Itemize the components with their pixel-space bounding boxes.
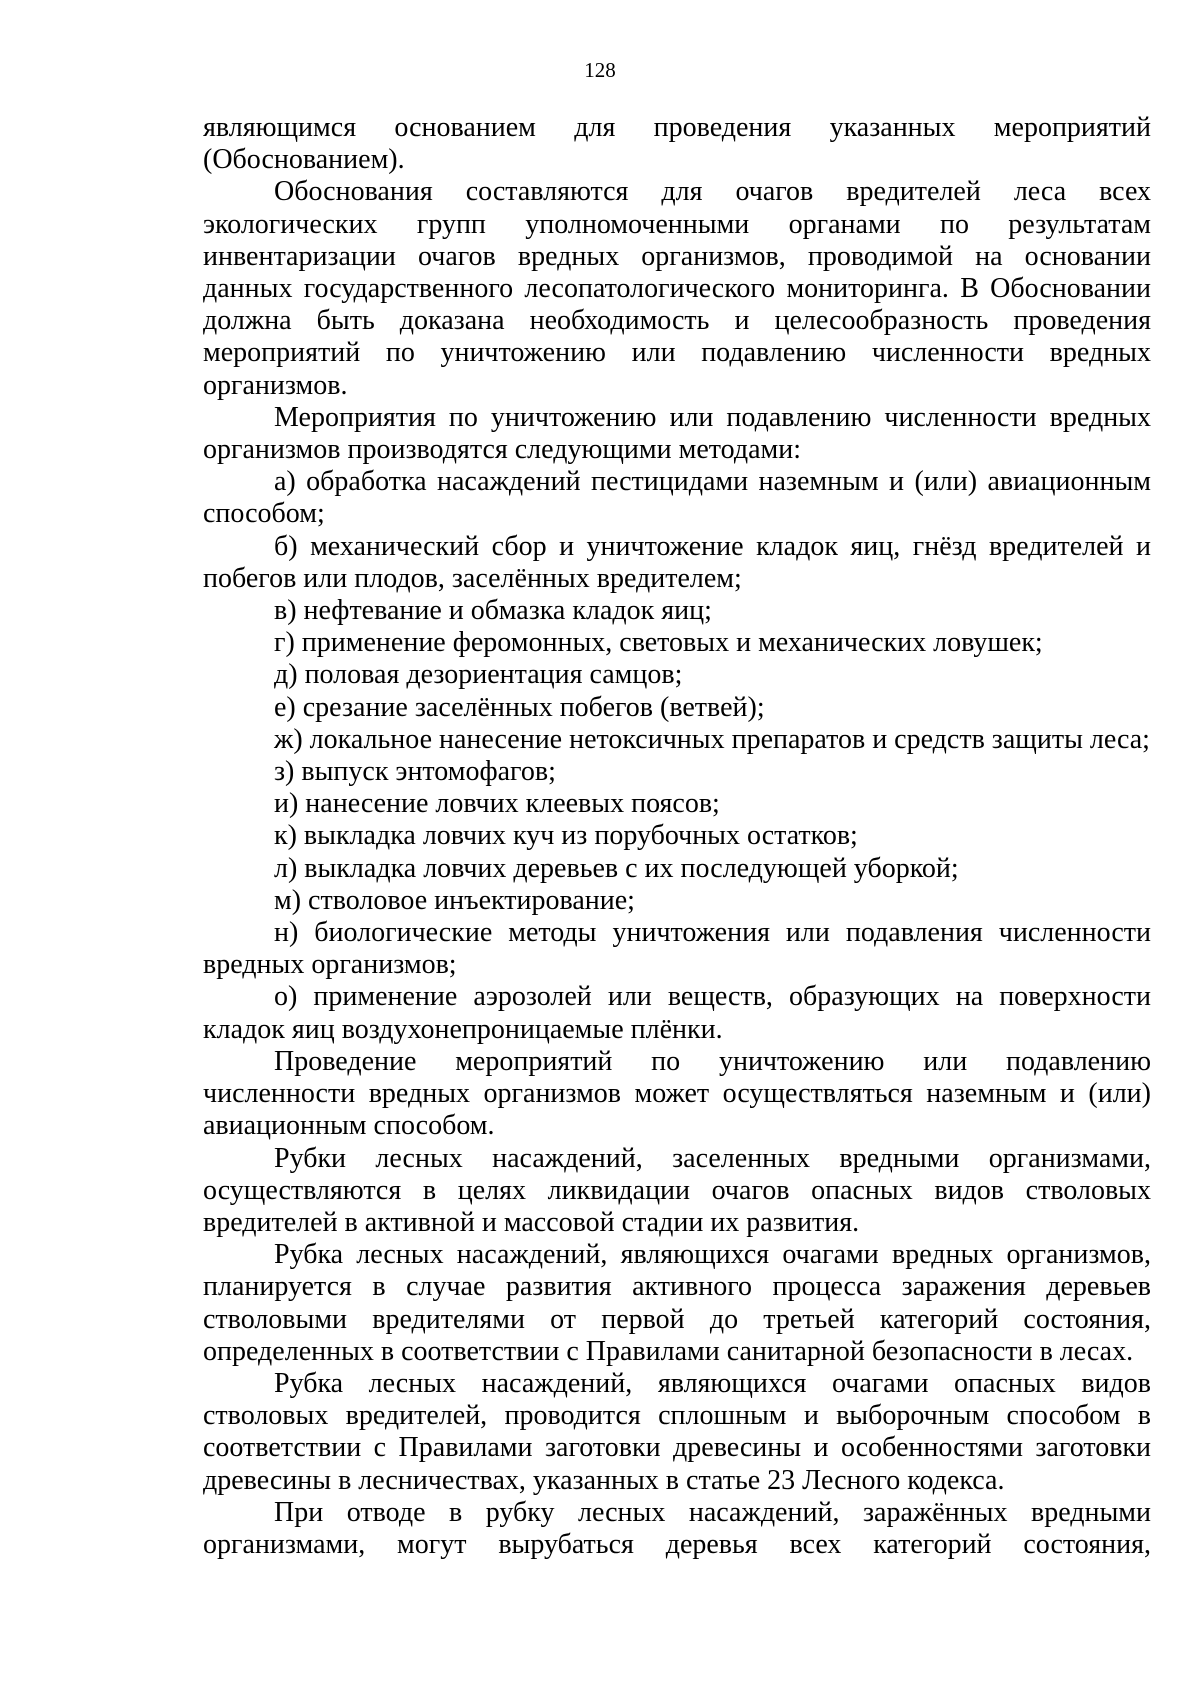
paragraph: Мероприятия по уничтожению или подавлению численности вредных организмов производятся следующими методами: — [203, 401, 1151, 466]
list-item: г) применение феромонных, световых и механических ловушек; — [274, 627, 1043, 659]
paragraph: Проведение мероприятий по уничтожению или подавлению численности вредных организмов может осуществляться наземным и (или) авиационным способом. — [203, 1045, 1151, 1142]
paragraph-continues-next-page: При отводе в рубку лесных насаждений, заражённых вредными организмами, могут вырубаться деревья всех категорий состояния, — [203, 1496, 1151, 1560]
paragraph: Рубки лесных насаждений, заселенных вредными организмами, осуществляются в целях ликвидации очагов опасных видов стволовых вредителей в активной и массовой стадии их развития. — [203, 1142, 1151, 1238]
list-item: з) выпуск энтомофагов; — [274, 756, 556, 788]
list-item: к) выкладка ловчих куч из порубочных остатков; — [274, 820, 858, 852]
paragraph: Рубка лесных насаждений, являющихся очагами вредных организмов, планируется в случае развития активного процесса заражения деревьев стволовыми вредителями от первой до третьей категорий состояния, определенных в соответствии с Правилами санитарной безопасности в лесах. — [203, 1239, 1151, 1367]
list-item: б) механический сбор и уничтожение кладок яиц, гнёзд вредителей и побегов или плодов, заселённых вредителем; — [203, 530, 1151, 594]
list-item: м) стволовое инъектирование; — [274, 884, 635, 916]
paragraph: Рубка лесных насаждений, являющихся очагами опасных видов стволовых вредителей, проводится сплошным и выборочным способом в соответствии с Правилами заготовки древесины и особенностями заготовки древесины в лесничествах, указанных в статье 23 Лесного кодекса. — [203, 1367, 1151, 1496]
paragraph-continuation: являющимся основанием для проведения указанных мероприятий (Обоснованием). — [203, 112, 1151, 176]
list-item: в) нефтевание и обмазка кладок яиц; — [274, 595, 712, 627]
page-number: 128 — [584, 58, 616, 82]
list-item: ж) локальное нанесение нетоксичных препаратов и средств защиты леса; — [274, 723, 1150, 755]
list-item: е) срезание заселённых побегов (ветвей); — [274, 691, 765, 723]
list-item: и) нанесение ловчих клеевых поясов; — [274, 788, 720, 820]
list-item: о) применение аэрозолей или веществ, образующих на поверхности кладок яиц воздухонепроницаемые плёнки. — [203, 981, 1151, 1045]
paragraph: Обоснования составляются для очагов вредителей леса всех экологических групп уполномоченными органами по результатам инвентаризации очагов вредных организмов, проводимой на основании данных государственного лесопатологического мониторинга. В Обосновании должна быть доказана необходимость и целесообразность проведения мероприятий по уничтожению или подавлению численности вредных организмов. — [203, 176, 1151, 401]
document-body — [203, 112, 1151, 1561]
list-item: д) половая дезориентация самцов; — [274, 659, 683, 691]
list-item: а) обработка насаждений пестицидами наземным и (или) авиационным способом; — [203, 466, 1151, 530]
list-item: н) биологические методы уничтожения или подавления численности вредных организмов; — [203, 917, 1151, 981]
list-item: л) выкладка ловчих деревьев с их последующей уборкой; — [274, 852, 959, 884]
